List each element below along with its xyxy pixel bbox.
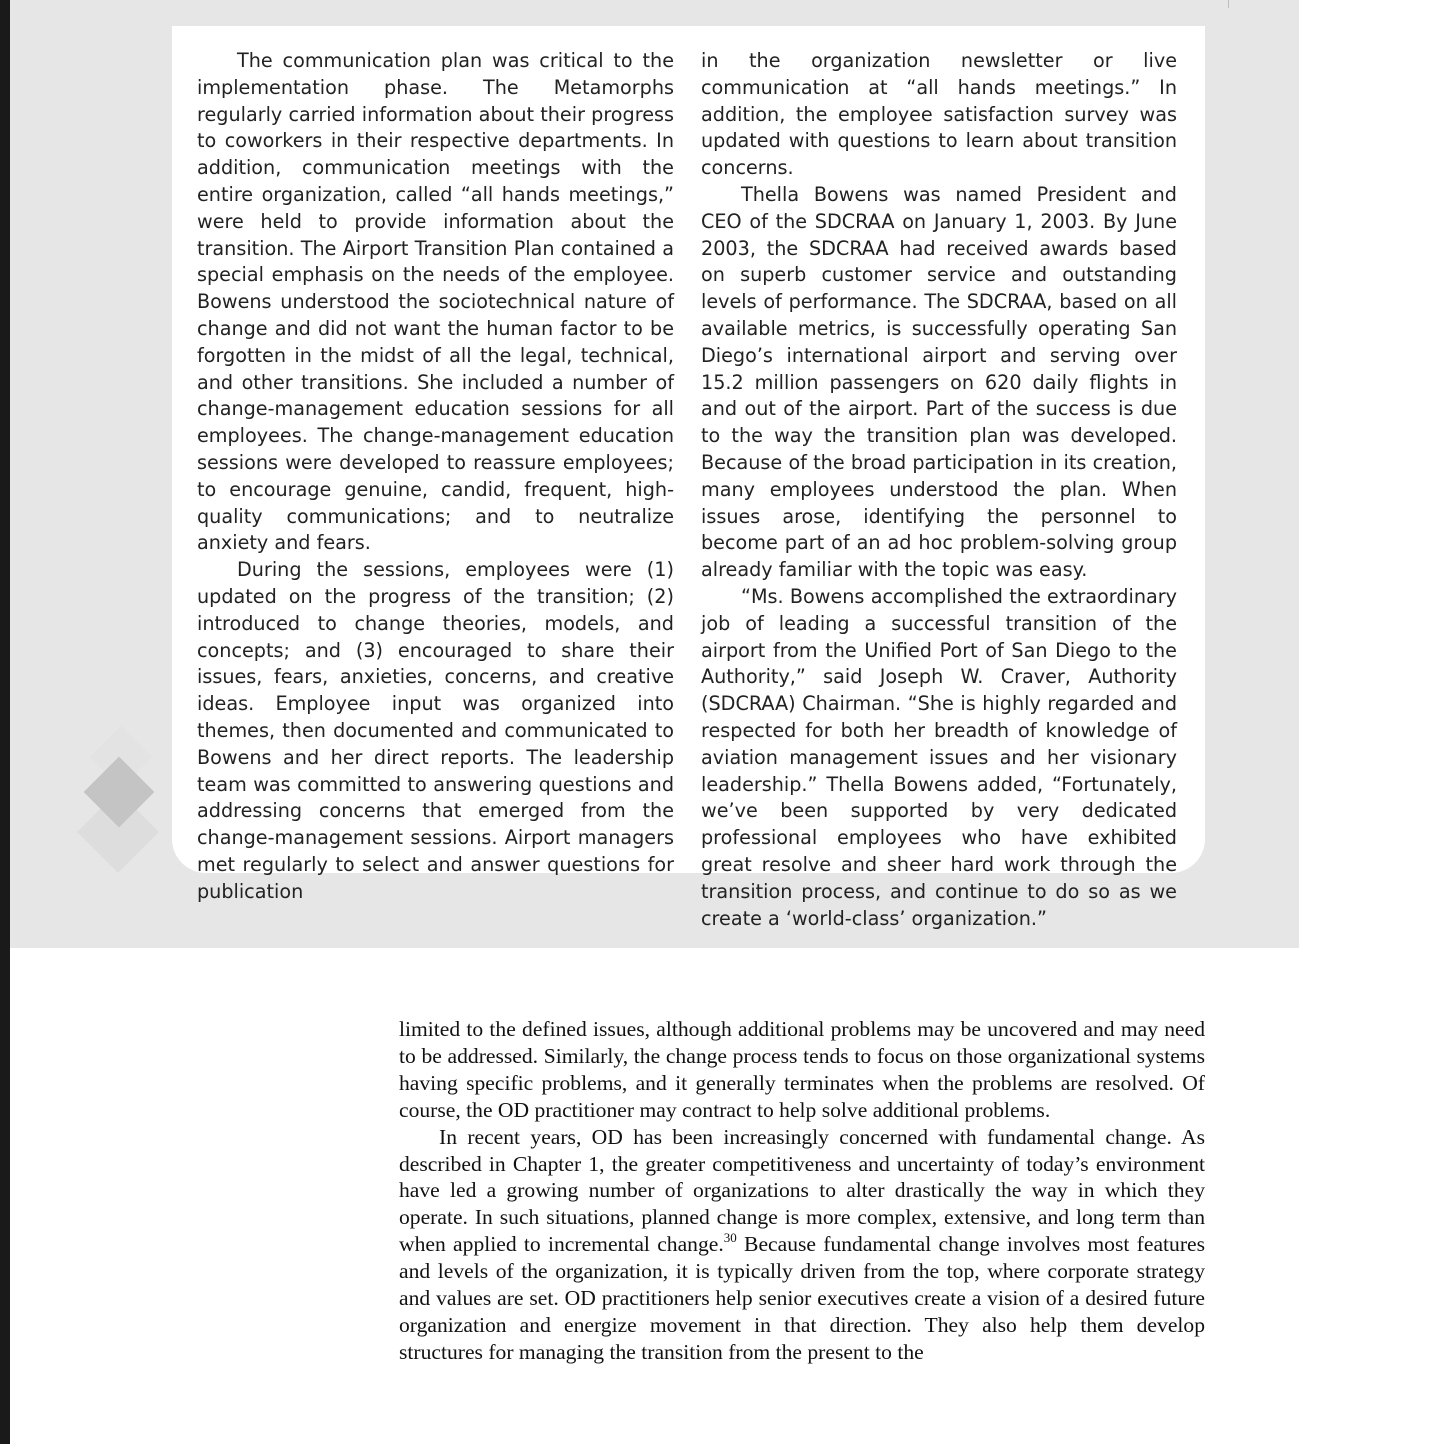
page-tick-mark [1228,0,1229,8]
case-column-left [197,48,674,906]
case-paragraph: Thella Bowens was named President and CEO of the SDCRAA on January 1, 2003. By June 2003, the SDCRAA had received awards based on superb customer service and outstanding levels of performance. The SDCRAA, based on all available metrics, is successfully operating San Diego’s international airport and serving over 15.2 million passengers on 620 daily flights in and out of the airport. Part of the success is due to the way the transition plan was developed. Because of the broad participation in its creation, many employees understood the plan. When issues arose, identifying the personnel to become part of an ad hoc problem-solving group already familiar with the topic was easy. [701,182,1177,582]
body-paragraph-text: In recent years, OD has been increasingly concerned with fundamental change. As described in Chapter 1, the greater competitiveness and uncertainty of today’s environment have led a growing number of organizations to alter drastically the way in which they operate. In such situations, planned change is more complex, extensive, and long term than when applied to incremental change. [399,1124,1205,1257]
viewer-left-edge [0,0,10,1444]
footnote-reference[interactable]: 30 [723,1230,737,1246]
body-paragraph: limited to the defined issues, although additional problems may be uncovered and may need to be addressed. Similarly, the change process tends to focus on those organizational systems having specific problems, and it generally terminates when the problems are resolved. Of course, the OD practitioner may contract to help solve additional problems. [399,1017,1205,1122]
decorative-diamonds-icon [74,725,164,880]
body-paragraph-text: Because fundamental change involves most features and levels of the organization, it is typically driven from the top, where corporate strategy and values are set. OD practitioners help senior executives create a vision of a desired future organization and energize movement in that direction. They also help them develop structures for managing the transition from the present to the [399,1232,1205,1364]
case-paragraph: During the sessions, employees were (1) updated on the progress of the transition; (2) introduced to change theories, models, and concepts; and (3) encouraged to share their issues, fears, anxieties, concerns, and creative ideas. Employee input was organized into themes, then documented and communicated to Bowens and her direct reports. The leadership team was committed to answering questions and addressing concerns that emerged from the change-management sessions. Airport managers met regularly to select and answer questions for publication [197,558,674,903]
case-paragraph: The communication plan was critical to the implementation phase. The Metamorphs regularly carried information about their progress to coworkers in their respective departments. In addition, communication meetings with the entire organization, called “all hands meetings,” were held to provide information about the transition. The Airport Transition Plan contained a special emphasis on the needs of the employee. Bowens understood the sociotechnical nature of change and did not want the human factor to be forgotten in the midst of all the legal, technical, and other transitions. She included a number of change-management education sessions for all employees. The change-management education sessions were developed to reassure employees; to encourage genuine, candid, frequent, high-quality communications; and to neutralize anxiety and fears. [197,49,674,555]
case-column-right [701,48,1177,932]
body-text [399,1016,1205,1366]
case-paragraph: in the organization newsletter or live communication at “all hands meetings.” In addition, the employee satisfaction survey was updated with questions to learn about transition concerns. [701,49,1177,180]
case-paragraph: “Ms. Bowens accomplished the extraordinary job of leading a successful transition of the airport from the Unified Port of San Diego to the Authority,” said Joseph W. Craver, Authority (SDCRAA) Chairman. “She is highly regarded and respected for both her breadth of knowledge of aviation management issues and her visionary leadership.” Thella Bowens added, “Fortunately, we’ve been supported by very dedicated professional employees who have exhibited great resolve and sheer hard work through the transition process, and continue to do so as we create a ‘world-class’ organization.” [701,584,1177,930]
body-paragraph [399,1124,1205,1366]
